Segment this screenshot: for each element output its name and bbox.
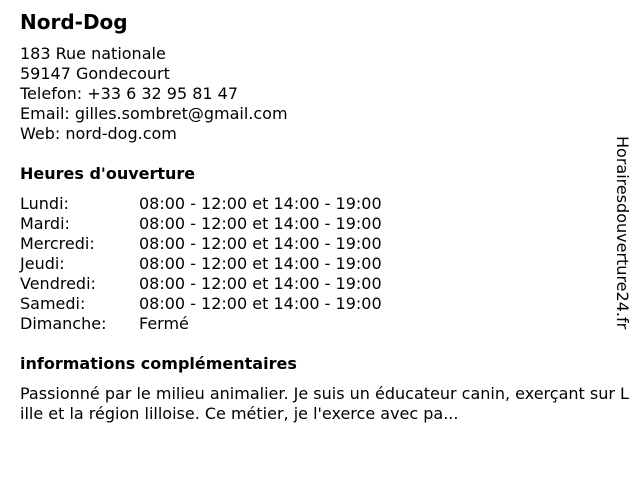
site-watermark: Horairesdouverture24.fr xyxy=(613,136,632,330)
address-city: 59147 Gondecourt xyxy=(20,64,170,83)
day-hours: 08:00 - 12:00 et 14:00 - 19:00 xyxy=(139,214,382,233)
website: Web: nord-dog.com xyxy=(20,124,177,143)
contact-info xyxy=(20,44,288,144)
day-label: Mercredi: xyxy=(20,234,95,253)
hours-row-tuesday xyxy=(20,214,440,234)
day-label: Lundi: xyxy=(20,194,69,213)
hours-row-friday xyxy=(20,274,440,294)
day-hours: 08:00 - 12:00 et 14:00 - 19:00 xyxy=(139,274,382,293)
email-address: Email: gilles.sombret@gmail.com xyxy=(20,104,288,123)
day-hours: Fermé xyxy=(139,314,189,333)
address-street: 183 Rue nationale xyxy=(20,44,166,63)
opening-hours-table xyxy=(20,194,440,334)
day-hours: 08:00 - 12:00 et 14:00 - 19:00 xyxy=(139,294,382,313)
day-hours: 08:00 - 12:00 et 14:00 - 19:00 xyxy=(139,234,382,253)
day-hours: 08:00 - 12:00 et 14:00 - 19:00 xyxy=(139,254,382,273)
day-label: Dimanche: xyxy=(20,314,107,333)
hours-row-wednesday xyxy=(20,234,440,254)
hours-row-sunday xyxy=(20,314,440,334)
additional-info-heading: informations complémentaires xyxy=(20,354,297,373)
business-name: Nord-Dog xyxy=(20,10,128,34)
hours-row-saturday xyxy=(20,294,440,314)
additional-info-text: Passionné par le milieu animalier. Je suis un éducateur canin, exerçant sur Lille et la région lilloise. Ce métier, je l'exerce avec pa... xyxy=(20,384,629,423)
opening-hours-heading: Heures d'ouverture xyxy=(20,164,196,183)
hours-row-thursday xyxy=(20,254,440,274)
day-label: Jeudi: xyxy=(20,254,65,273)
day-label: Mardi: xyxy=(20,214,70,233)
day-label: Vendredi: xyxy=(20,274,96,293)
day-hours: 08:00 - 12:00 et 14:00 - 19:00 xyxy=(139,194,382,213)
hours-row-monday xyxy=(20,194,440,214)
day-label: Samedi: xyxy=(20,294,86,313)
phone-number: Telefon: +33 6 32 95 81 47 xyxy=(20,84,239,103)
